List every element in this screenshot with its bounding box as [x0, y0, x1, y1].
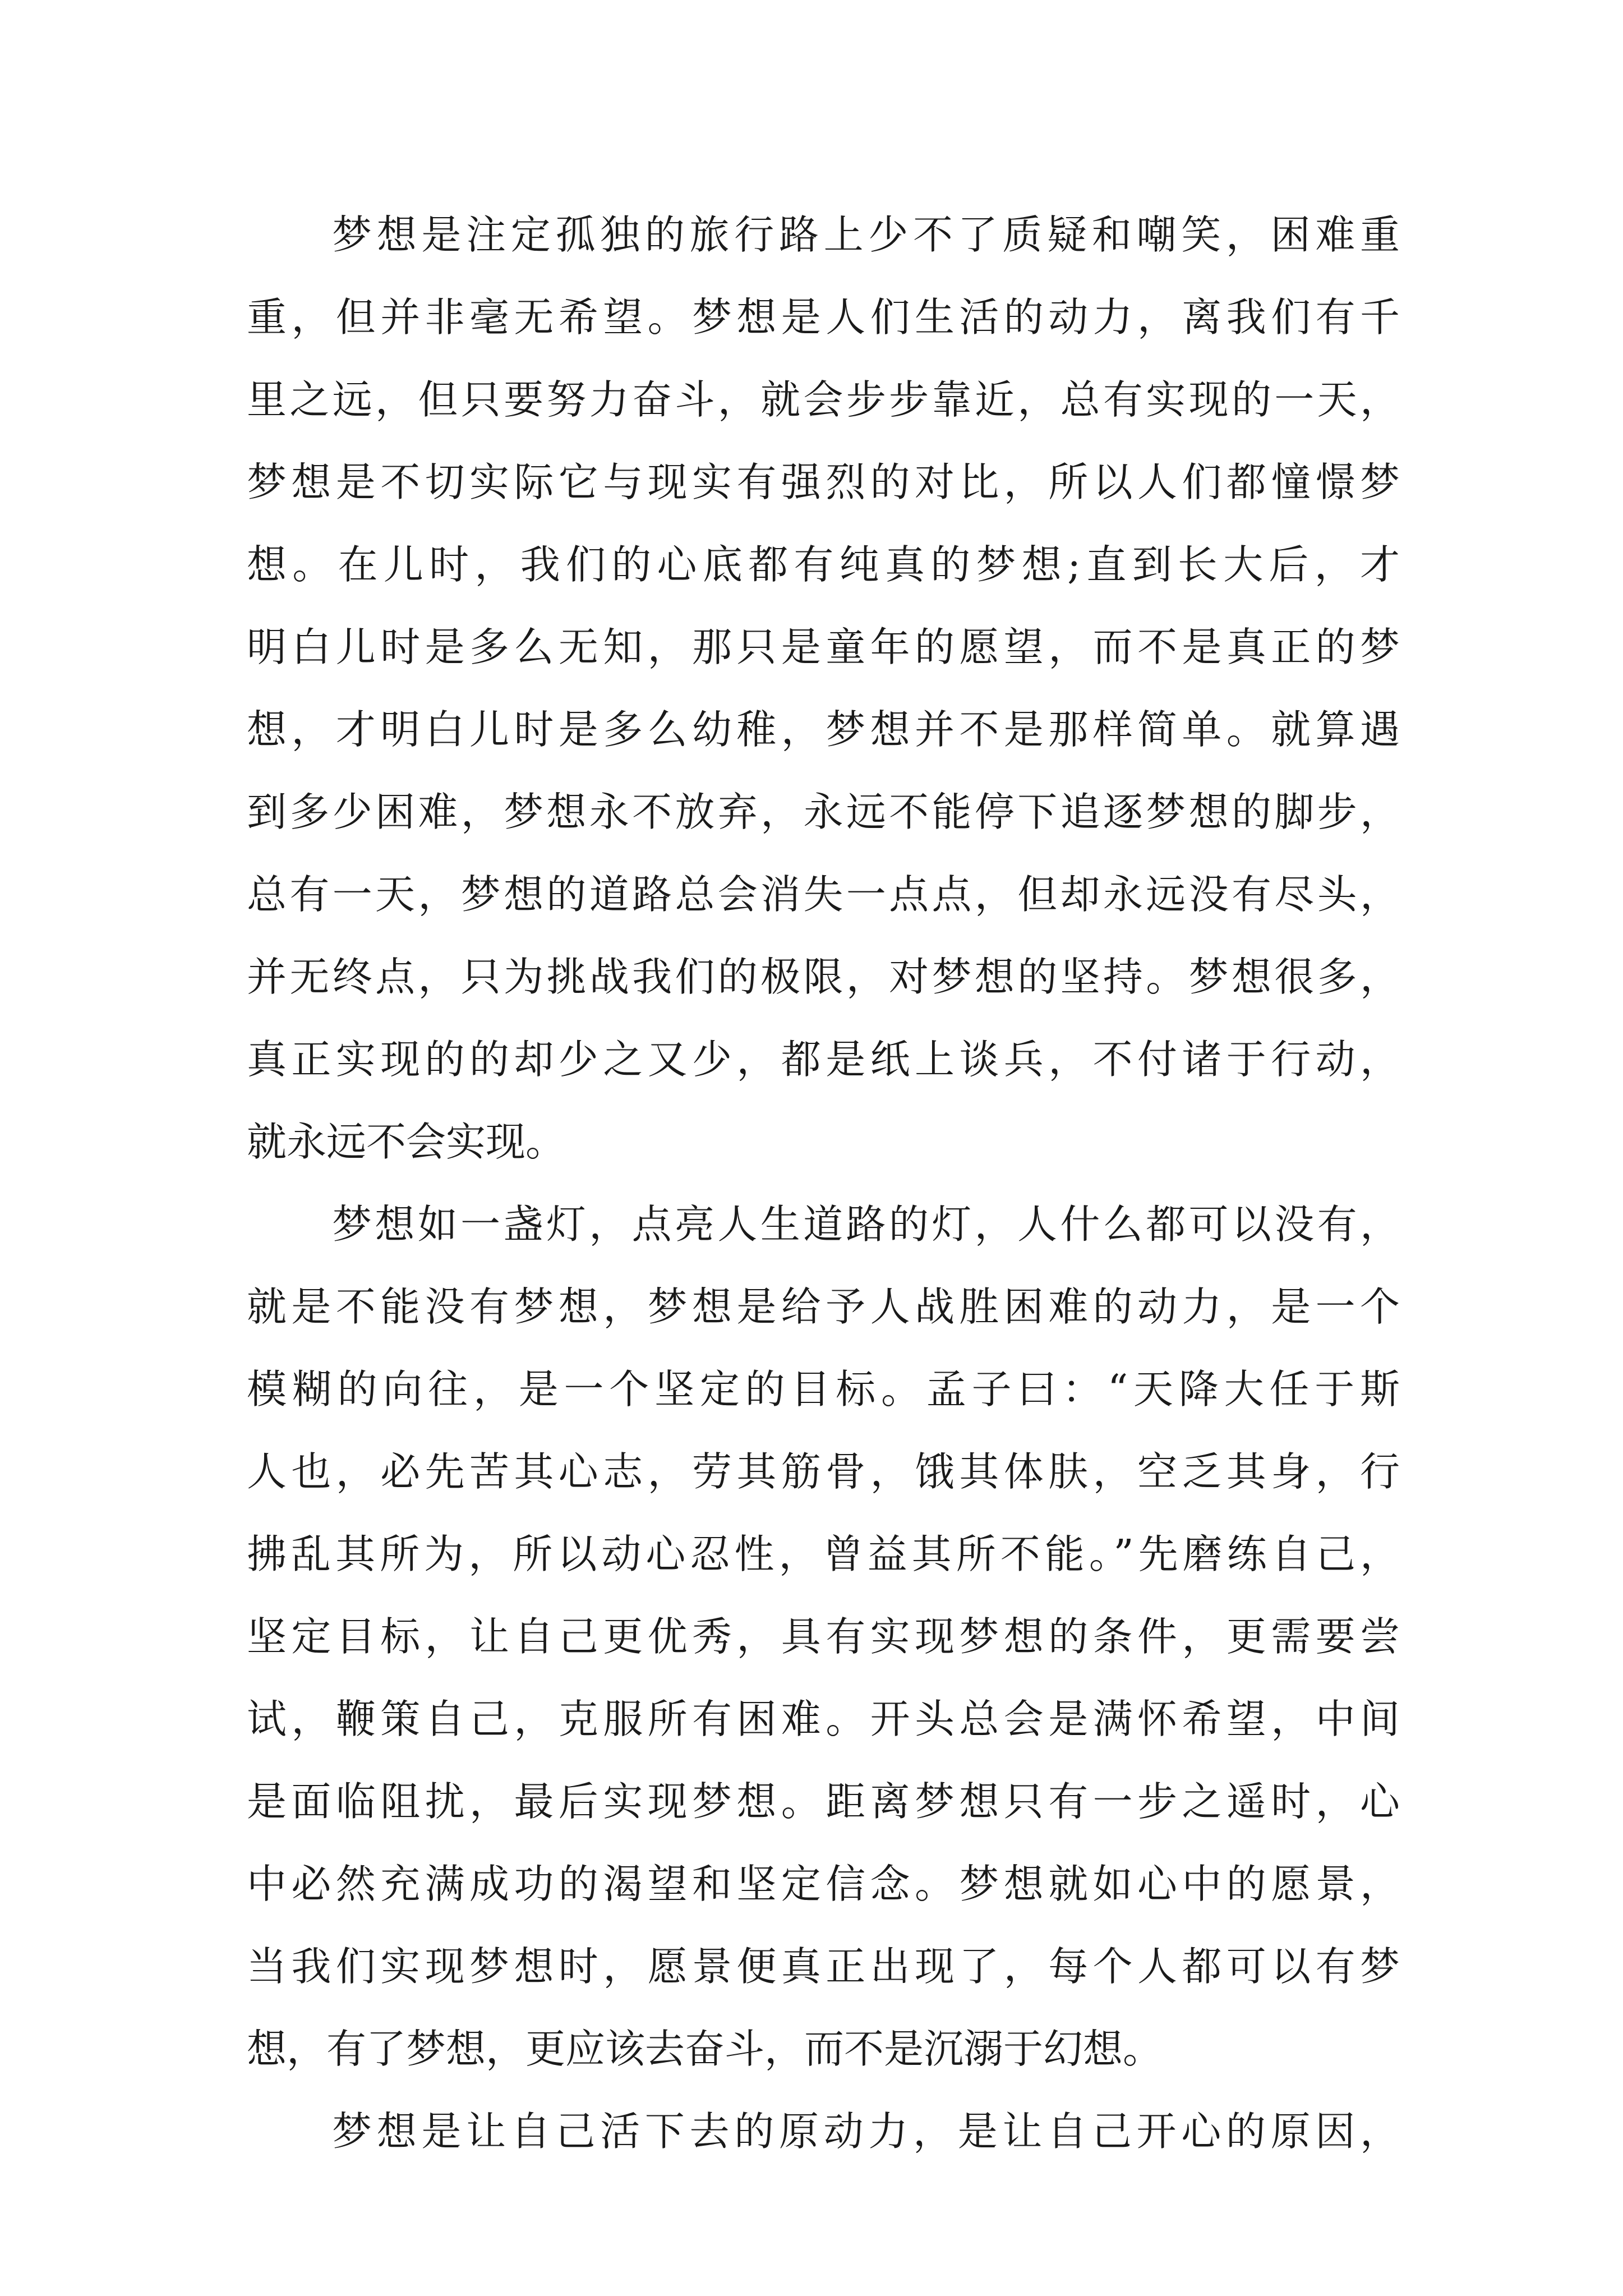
paragraph-1-line-3: 里之远，但只要努力奋斗，就会步步靠近，总有实现的一天， — [247, 376, 1400, 423]
paragraph-1-line-8: 到多少困难，梦想永不放弃，永远不能停下追逐梦想的脚步， — [247, 789, 1400, 835]
paragraph-1-line-6: 明白儿时是多么无知，那只是童年的愿望，而不是真正的梦 — [247, 624, 1400, 670]
paragraph-2-line-2: 就是不能没有梦想，梦想是给予人战胜困难的动力，是一个 — [247, 1283, 1400, 1330]
paragraph-1-line-4: 梦想是不切实际它与现实有强烈的对比，所以人们都憧憬梦 — [247, 459, 1400, 505]
paragraph-1-line-5: 想。在儿时，我们的心底都有纯真的梦想;直到长大后，才 — [247, 541, 1400, 588]
paragraph-2-line-11: 想，有了梦想，更应该去奋斗，而不是沉溺于幻想。 — [247, 2026, 1163, 2072]
paragraph-3-line-1: 梦想是让自己活下去的原动力，是让自己开心的原因， — [332, 2108, 1400, 2155]
paragraph-2-line-8: 是面临阻扰，最后实现梦想。距离梦想只有一步之遥时，心 — [247, 1778, 1400, 1825]
paragraph-1-line-1: 梦想是注定孤独的旅行路上少不了质疑和嘲笑，困难重 — [332, 211, 1400, 258]
document-body — [247, 194, 1400, 2173]
paragraph-2-line-10: 当我们实现梦想时，愿景便真正出现了，每个人都可以有梦 — [247, 1943, 1400, 1990]
paragraph-2-line-7: 试，鞭策自己，克服所有困难。开头总会是满怀希望，中间 — [247, 1696, 1400, 1742]
paragraph-2-line-5: 拂乱其所为，所以动心忍性，曾益其所不能。”先磨练自己， — [247, 1531, 1400, 1577]
paragraph-1-line-10: 并无终点，只为挑战我们的极限，对梦想的坚持。梦想很多， — [247, 954, 1400, 1000]
paragraph-1-line-12: 就永远不会实现。 — [247, 1119, 566, 1165]
paragraph-2-line-1: 梦想如一盏灯，点亮人生道路的灯，人什么都可以没有， — [332, 1201, 1400, 1248]
paragraph-1-line-7: 想，才明白儿时是多么幼稚，梦想并不是那样简单。就算遇 — [247, 706, 1400, 753]
paragraph-2-line-3: 模糊的向往，是一个坚定的目标。孟子曰：“天降大任于斯 — [247, 1366, 1400, 1412]
paragraph-1-line-11: 真正实现的的却少之又少，都是纸上谈兵，不付诸于行动， — [247, 1036, 1400, 1083]
paragraph-2-line-6: 坚定目标，让自己更优秀，具有实现梦想的条件，更需要尝 — [247, 1613, 1400, 1660]
paragraph-2-line-4: 人也，必先苦其心志，劳其筋骨，饿其体肤，空乏其身，行 — [247, 1448, 1400, 1495]
paragraph-2-line-9: 中必然充满成功的渴望和坚定信念。梦想就如心中的愿景， — [247, 1861, 1400, 1907]
paragraph-1-line-9: 总有一天，梦想的道路总会消失一点点，但却永远没有尽头， — [247, 871, 1400, 918]
paragraph-1-line-2: 重，但并非毫无希望。梦想是人们生活的动力，离我们有千 — [247, 294, 1400, 341]
